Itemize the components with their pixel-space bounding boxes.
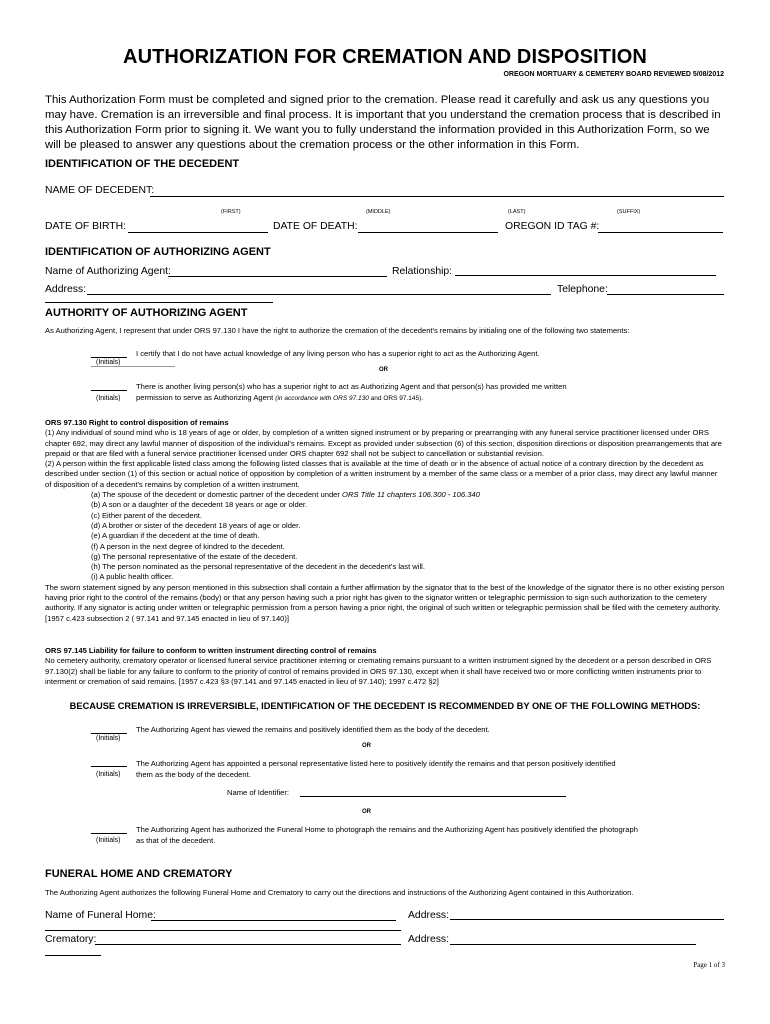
crematory-address-label: Address: <box>408 934 450 945</box>
ors-97-145-heading: ORS 97.145 Liability for failure to conform to written instrument directing control of remains <box>45 646 377 655</box>
identification-heading: BECAUSE CREMATION IS IRREVERSIBLE, IDENTIFICATION OF THE DECEDENT IS RECOMMENDED BY ONE OF THE FOLLOWING METHODS: <box>69 701 701 711</box>
agent-address-extra-line[interactable] <box>45 302 273 303</box>
ors-97-130-p2: (2) A person within the first applicable listed class among the following listed classes that is available at the time of death or in the absence of actual notice of a contrary direction by the decedent as described under section (1) of this section or actual notice of opposition by completion of a written instrument by a member of the same class or a member of a prior class, may direct any lawful manner of disposition of a decedent's remains by completion of a written instrument. <box>45 459 718 489</box>
ors-97-130-section <box>45 418 725 624</box>
sub-last: (LAST) <box>508 209 526 215</box>
authority-intro: As Authorizing Agent, I represent that under ORS 97.130 I have the right to authorize the cremation of the decedent's remains by initialing one of the following two statements: <box>45 326 630 335</box>
funeral-address-field[interactable] <box>450 919 724 920</box>
crematory-address-field[interactable] <box>450 944 696 945</box>
tag-field[interactable] <box>598 232 723 233</box>
or-separator-2: OR <box>362 743 371 749</box>
initials-field-5[interactable] <box>91 833 127 834</box>
identifier-field[interactable] <box>300 796 566 797</box>
statement-1: I certify that I do not have actual knowledge of any living person who has a superior right to act as the Authorizing Agent. <box>136 349 540 358</box>
identifier-label: Name of Identifier: <box>227 788 290 797</box>
crematory-extra-line[interactable] <box>45 955 101 956</box>
class-a: (a) The spouse of the decedent or domestic partner of the decedent under ORS Title 11 chapters 106.300 - 106.340 <box>91 490 480 500</box>
authority-heading: AUTHORITY OF AUTHORIZING AGENT <box>45 307 248 319</box>
dod-field[interactable] <box>358 232 498 233</box>
method-3-line1: The Authorizing Agent has authorized the Funeral Home to photograph the remains and the Authorizing Agent has positively identified the photograph <box>136 825 638 834</box>
funeral-address-label: Address: <box>408 910 450 921</box>
telephone-label: Telephone: <box>557 284 608 295</box>
statement-2-line2: permission to serve as Authorizing Agent (in accordance with ORS 97.130 and ORS 97.145). <box>136 393 424 402</box>
or-separator-3: OR <box>362 809 371 815</box>
ors-97-130-p3: The sworn statement signed by any person mentioned in this subsection shall contain a further affirmation by the signator that to the best of the knowledge of the signator there is no other existing person having prior right to the control of the remains (body) or that any person having such a prior right has given to the signator written or telegraphic permission to sign such authorization to the cemetery authority. If any signator is acting under written or telegraphic permission from a person having a prior right, the original of such written or telegraphic permission shall be filed with the cemetery authority. [1957 c.423 subsection 2 ( 97.141 and 97.145 enacted in lieu of 97.140)] <box>45 582 725 623</box>
initials-label-1: (Initials) <box>96 359 121 366</box>
decedent-heading: IDENTIFICATION OF THE DECEDENT <box>45 158 240 170</box>
dod-label: DATE OF DEATH: <box>273 221 358 232</box>
page-number: Page 1 of 3 <box>693 961 725 969</box>
ors-97-145-section <box>45 646 725 687</box>
funeral-home-label: Name of Funeral Home: <box>45 910 156 921</box>
initials-label-5: (Initials) <box>96 837 121 844</box>
crematory-field[interactable] <box>95 944 401 945</box>
class-g: (g) The personal representative of the estate of the decedent. <box>91 551 298 561</box>
initials-label-4: (Initials) <box>96 771 121 778</box>
method-2-line1: The Authorizing Agent has appointed a personal representative listed here to positively identify the remains and that person positively identified <box>136 759 616 768</box>
relationship-field[interactable] <box>455 275 716 276</box>
initials-field-3[interactable] <box>91 733 127 734</box>
page-title: AUTHORIZATION FOR CREMATION AND DISPOSITION <box>123 46 647 68</box>
funeral-home-field[interactable] <box>151 920 396 921</box>
class-e: (e) A guardian if the decedent at the time of death. <box>91 531 260 541</box>
method-3-line2: as that of the decedent. <box>136 836 216 845</box>
intro-paragraph: This Authorization Form must be completed and signed prior to the cremation. Please read it carefully and ask us any questions you may have. Cremation is an irreversible and final process. It is important that you understand the cremation process that is described in this Authorization Form prior to signing it. We want you to fully understand the information provided in this Authorization Form, so we will be pleased to answer any questions about the cremation process or the other information in this Form. <box>45 94 721 151</box>
initials-field-2[interactable] <box>91 390 127 391</box>
initials-field-4[interactable] <box>91 766 127 767</box>
ors-97-130-heading: ORS 97.130 Right to control disposition of remains <box>45 418 229 427</box>
agent-heading: IDENTIFICATION OF AUTHORIZING AGENT <box>45 246 271 258</box>
funeral-heading: FUNERAL HOME AND CREMATORY <box>45 868 233 880</box>
initials-label-2: (Initials) <box>96 395 121 402</box>
sub-first: (FIRST) <box>221 209 241 215</box>
ors-97-130-p1: (1) Any individual of sound mind who is 18 years of age or older, by completion of a written signed instrument or by preparing or prearranging with any funeral service practitioner licensed under ORS chapter 692, may direct any lawful manner of disposition of the individual's remains. Except as provided under subsection (6) of this section, disposition directions or disposition prearrangements that are prepaid or that are filed with a funeral service practitioner licensed under ORS chapter 692 shall not be subject to cancellation or substantial revision. <box>45 428 722 458</box>
initials-label-3: (Initials) <box>96 735 121 742</box>
sub-suffix: (SUFFIX) <box>617 209 641 215</box>
class-i: (i) A public health officer. <box>91 572 174 582</box>
agent-name-field[interactable] <box>168 276 387 277</box>
relationship-label: Relationship: <box>392 266 453 277</box>
decedent-name-label: NAME OF DECEDENT: <box>45 185 155 196</box>
statement-2-line1: There is another living person(s) who has a superior right to act as Authorizing Agent and that person(s) has provided me written <box>136 382 567 391</box>
funeral-intro: The Authorizing Agent authorizes the following Funeral Home and Crematory to carry out the directions and instructions of the Authorizing Agent contained in this Authorization. <box>45 888 634 897</box>
class-c: (c) Either parent of the decedent. <box>91 510 203 520</box>
agent-address-field[interactable] <box>87 294 551 295</box>
decedent-name-field[interactable] <box>150 196 724 197</box>
class-f: (f) A person in the next degree of kindred to the decedent. <box>91 541 285 551</box>
sub-middle: (MIDDLE) <box>366 209 391 215</box>
tag-label: OREGON ID TAG #: <box>505 221 600 232</box>
board-review-note: OREGON MORTUARY & CEMETERY BOARD REVIEWED 5/08/2012 <box>503 71 724 78</box>
method-2-line2: them as the body of the decedent. <box>136 770 251 779</box>
class-h: (h) The person nominated as the personal representative of the decedent in the decedent's last will. <box>91 562 425 572</box>
agent-address-label: Address: <box>45 284 87 295</box>
class-b: (b) A son or a daughter of the decedent 18 years or age or older. <box>91 500 308 510</box>
dob-field[interactable] <box>128 232 268 233</box>
agent-name-label: Name of Authorizing Agent: <box>45 266 171 277</box>
initials-underline-1 <box>91 366 175 367</box>
telephone-field[interactable] <box>607 294 724 295</box>
crematory-label: Crematory: <box>45 934 97 945</box>
funeral-home-extra-line[interactable] <box>45 930 401 931</box>
class-d: (d) A brother or sister of the decedent 18 years of age or older. <box>91 520 301 530</box>
ors-97-145-p1: No cemetery authority, crematory operator or licensed funeral service practitioner interring or cremating remains pursuant to a written instrument signed by the decedent or a person described in ORS 97.130(2) shall be liable for any failure to conform to the priority of control of remains provided in ORS 97.130, except when it shall have received two or more conflicting written instruments prior to interment or cremation of said remains. [1957 c.423 §3 (97.141 and 97.145 enacted in lieu of 97.140); 1997 c.472 §2] <box>45 656 712 686</box>
initials-field-1[interactable] <box>91 357 127 358</box>
method-1: The Authorizing Agent has viewed the remains and positively identified them as the body of the decedent. <box>136 725 490 734</box>
or-separator-1: OR <box>379 367 388 373</box>
dob-label: DATE OF BIRTH: <box>45 221 127 232</box>
